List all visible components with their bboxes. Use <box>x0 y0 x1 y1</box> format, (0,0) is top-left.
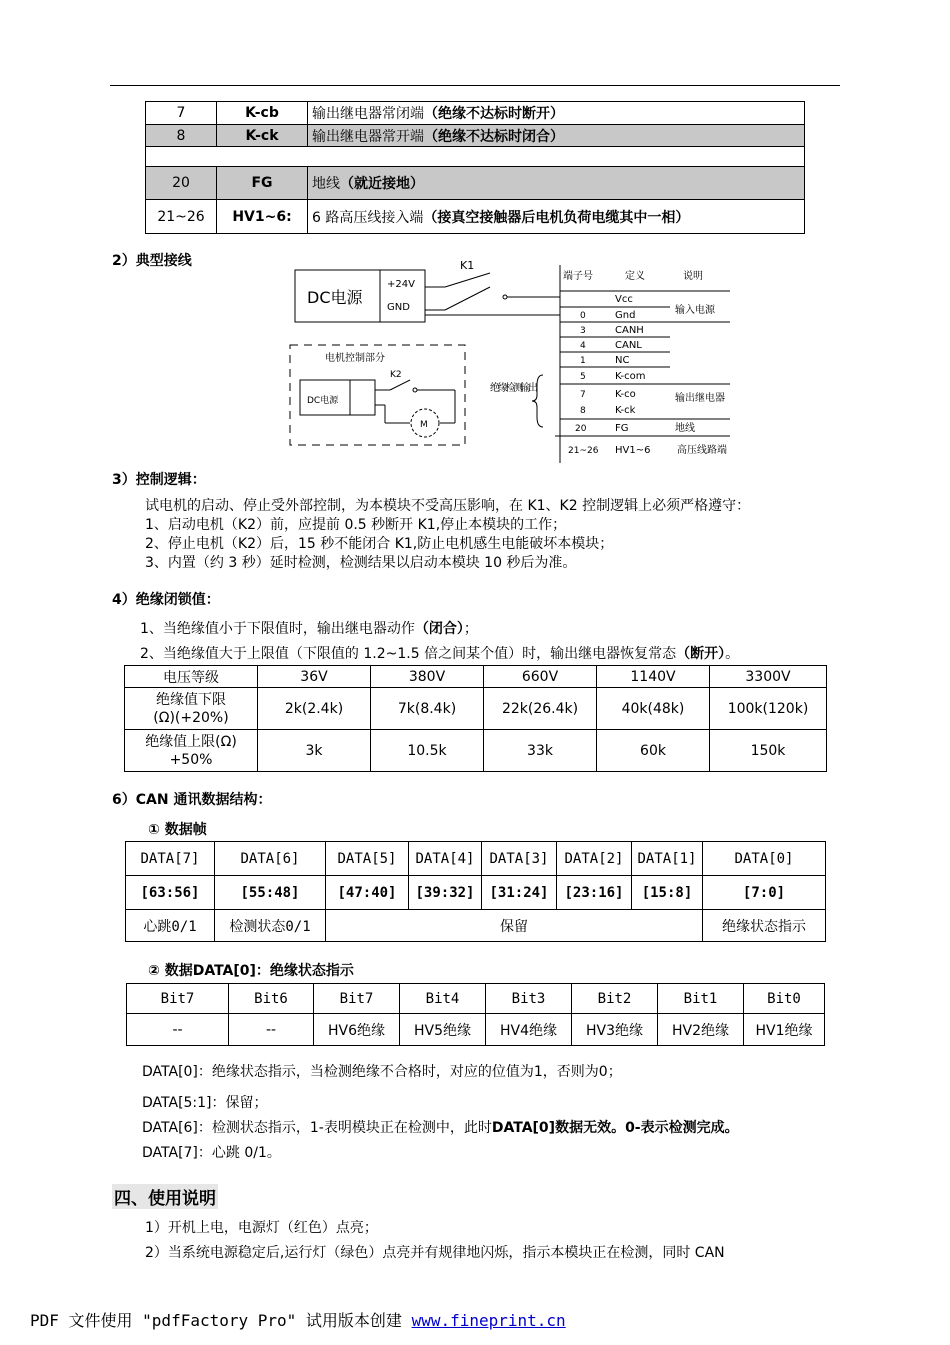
motor-box-label: 电机控制部分 <box>325 353 385 364</box>
wiring-heading: 2）典型接线 <box>112 253 192 269</box>
bit-name: Bit4 <box>400 984 486 1014</box>
bits-table <box>126 983 825 1046</box>
table-row <box>146 200 805 234</box>
frame-name: DATA[4] <box>409 842 482 876</box>
frame-name: DATA[6] <box>215 842 326 876</box>
header-cell: 电压等级 <box>125 666 258 688</box>
row-kcom: K-com <box>615 371 646 382</box>
motor-label: M <box>420 420 428 430</box>
row-pin: 1 <box>580 356 586 366</box>
bit-name: Bit1 <box>658 984 744 1014</box>
lock-table <box>124 665 827 772</box>
k1-label: K1 <box>460 259 475 272</box>
pin-name: K-ck <box>217 125 308 147</box>
upper-cell: 150k <box>710 730 827 772</box>
lower-cell: 40k(48k) <box>597 688 710 730</box>
pin-table <box>145 101 805 234</box>
bit-value: HV2绝缘 <box>658 1014 744 1046</box>
top-rule <box>110 85 840 86</box>
gnd-label: GND <box>387 302 410 313</box>
table-row <box>146 125 805 147</box>
row-canl: CANL <box>615 340 642 351</box>
row-nc: NC <box>615 355 630 366</box>
pin-desc: 6 路高压线接入端（接真空接触器后电机负荷电缆其中一相） <box>308 200 805 234</box>
row-kck: K-ck <box>615 405 636 416</box>
table-row <box>126 910 826 942</box>
pin-number: 20 <box>146 167 217 200</box>
row-pin: 8 <box>580 406 586 416</box>
row-hv: HV1~6 <box>615 445 651 456</box>
dc-label: DC电源 <box>307 288 363 307</box>
bit-name: Bit6 <box>229 984 314 1014</box>
row-pin: 3 <box>580 326 586 336</box>
pin-name: FG <box>217 167 308 200</box>
row-pin: 5 <box>580 372 586 382</box>
frame-bits: [31:24] <box>482 876 557 910</box>
note-relay: 输出继电器 <box>675 393 725 404</box>
logic-line: 试电机的启动、停止受外部控制，为本模块不受高压影响，在 K1、K2 控制逻辑上必须严格遵守： <box>145 498 751 514</box>
col-pin: 端子号 <box>563 271 593 282</box>
can-heading: 6）CAN 通讯数据结构： <box>112 792 272 808</box>
bit-value: HV4绝缘 <box>486 1014 572 1046</box>
note-data6: DATA[6]：检测状态指示，1-表明模块正在检测中，此时DATA[0]数据无效。0-表示检测完成。 <box>142 1120 739 1136</box>
note-ground: 地线 <box>675 423 695 434</box>
logic-heading: 3）控制逻辑： <box>112 472 206 488</box>
lower-cell: 22k(26.4k) <box>484 688 597 730</box>
row-pin: 7 <box>580 390 586 400</box>
bit-name: Bit3 <box>486 984 572 1014</box>
pin-number: 7 <box>146 102 217 125</box>
usage-line: 1）开机上电，电源灯（红色）点亮； <box>145 1220 378 1236</box>
row-pin: 20 <box>575 424 587 434</box>
header-cell: 36V <box>258 666 371 688</box>
pin-number: 21~26 <box>146 200 217 234</box>
bit-name: Bit7 <box>127 984 229 1014</box>
footer-link[interactable]: www.fineprint.cn <box>411 1311 566 1330</box>
lower-cell: 7k(8.4k) <box>371 688 484 730</box>
pin-desc: 地线（就近接地） <box>308 167 805 200</box>
footer <box>30 1308 566 1331</box>
note-data51: DATA[5:1]：保留； <box>142 1095 268 1111</box>
upper-label: 绝缘值上限(Ω) +50% <box>125 730 258 772</box>
row-vcc: Vcc <box>615 294 633 305</box>
frame-name: DATA[3] <box>482 842 557 876</box>
lock-line-2: 2、当绝缘值大于上限值（下限值的 1.2~1.5 倍之间某个值）时，输出继电器恢复常态（断开）。 <box>140 646 740 662</box>
col-def: 定义 <box>625 271 645 282</box>
row-pin: 0 <box>580 311 586 321</box>
note-hv: 高压线路端 <box>677 445 727 456</box>
row-gnd: Gnd <box>615 310 636 321</box>
row-pin: 21~26 <box>568 446 599 456</box>
header-cell: 1140V <box>597 666 710 688</box>
bit-value: HV1绝缘 <box>744 1014 825 1046</box>
frame-bits: [63:56] <box>126 876 215 910</box>
frame-bits: [15:8] <box>632 876 703 910</box>
frame-desc: 绝缘状态指示 <box>703 910 826 942</box>
frame-bits: [47:40] <box>326 876 409 910</box>
lower-cell: 2k(2.4k) <box>258 688 371 730</box>
lock-line-1: 1、当绝缘值小于下限值时，输出继电器动作（闭合）； <box>140 621 478 637</box>
frame-table <box>125 841 826 942</box>
bit-value: HV6绝缘 <box>314 1014 400 1046</box>
upper-cell: 60k <box>597 730 710 772</box>
bit-value: HV5绝缘 <box>400 1014 486 1046</box>
frame-bits: [39:32] <box>409 876 482 910</box>
table-row <box>146 102 805 125</box>
pin-desc: 输出继电器常闭端（绝缘不达标时断开） <box>308 102 805 125</box>
pin-name: K-cb <box>217 102 308 125</box>
bit-name: Bit2 <box>572 984 658 1014</box>
bit-name: Bit0 <box>744 984 825 1014</box>
col-note: 说明 <box>683 271 703 282</box>
table-row <box>125 666 827 688</box>
frame-desc-reserved: 保留 <box>326 910 703 942</box>
note-data0: DATA[0]：绝缘状态指示，当检测绝缘不合格时，对应的位值为1，否则为0； <box>142 1064 622 1080</box>
usage-heading: 四、使用说明 <box>112 1184 218 1209</box>
table-row <box>146 167 805 200</box>
frame-name: DATA[0] <box>703 842 826 876</box>
pin-number: 8 <box>146 125 217 147</box>
lower-cell: 100k(120k) <box>710 688 827 730</box>
frame-name: DATA[7] <box>126 842 215 876</box>
row-fg: FG <box>615 423 629 434</box>
table-row <box>126 876 826 910</box>
upper-cell: 10.5k <box>371 730 484 772</box>
row-kco: K-co <box>615 389 636 400</box>
frame-name: DATA[5] <box>326 842 409 876</box>
frame-bits: [23:16] <box>557 876 632 910</box>
upper-cell: 3k <box>258 730 371 772</box>
row-pin: 4 <box>580 341 586 351</box>
pin-desc: 输出继电器常开端（绝缘不达标时闭合） <box>308 125 805 147</box>
bit-value: HV3绝缘 <box>572 1014 658 1046</box>
frame-desc: 检测状态0/1 <box>215 910 326 942</box>
frame-name: DATA[1] <box>632 842 703 876</box>
note-data7: DATA[7]：心跳 0/1。 <box>142 1145 281 1161</box>
bit-value: -- <box>229 1014 314 1046</box>
table-row <box>126 842 826 876</box>
table-row <box>127 1014 825 1046</box>
usage-line: 2）当系统电源稳定后,运行灯（绿色）点亮并有规律地闪烁，指示本模块正在检测，同时 CAN <box>145 1245 725 1261</box>
table-row-spacer <box>146 147 805 167</box>
wiring-diagram <box>285 255 745 465</box>
footer-text: PDF 文件使用 "pdfFactory Pro" 试用版本创建 <box>30 1311 412 1330</box>
logic-line: 1、启动电机（K2）前，应提前 0.5 秒断开 K1,停止本模块的工作； <box>145 517 567 533</box>
insulation-output-label: 绝缘检测输出 <box>490 383 538 394</box>
logic-line: 2、停止电机（K2）后，15 秒不能闭合 K1,防止电机感生电能破坏本模块； <box>145 536 614 552</box>
row-canh: CANH <box>615 325 644 336</box>
frame-bits: [7:0] <box>703 876 826 910</box>
k2-label: K2 <box>390 370 402 380</box>
frame-bits: [55:48] <box>215 876 326 910</box>
table-row <box>125 730 827 772</box>
bit-name: Bit7 <box>314 984 400 1014</box>
header-cell: 660V <box>484 666 597 688</box>
frame-name: DATA[2] <box>557 842 632 876</box>
bit-value: -- <box>127 1014 229 1046</box>
table-row <box>125 688 827 730</box>
upper-cell: 33k <box>484 730 597 772</box>
dc-small-label: DC电源 <box>307 396 339 406</box>
pin-name: HV1~6: <box>217 200 308 234</box>
frame-heading: ① 数据帧 <box>148 822 207 838</box>
frame-desc: 心跳0/1 <box>126 910 215 942</box>
bits-heading: ② 数据DATA[0]：绝缘状态指示 <box>148 963 354 979</box>
header-cell: 3300V <box>710 666 827 688</box>
plus-label: +24V <box>387 279 415 290</box>
lock-heading: 4）绝缘闭锁值： <box>112 592 220 608</box>
lower-label: 绝缘值下限 (Ω)(+20%) <box>125 688 258 730</box>
note-power: 输入电源 <box>675 305 715 316</box>
table-row <box>127 984 825 1014</box>
header-cell: 380V <box>371 666 484 688</box>
logic-line: 3、内置（约 3 秒）延时检测，检测结果以启动本模块 10 秒后为准。 <box>145 555 577 571</box>
